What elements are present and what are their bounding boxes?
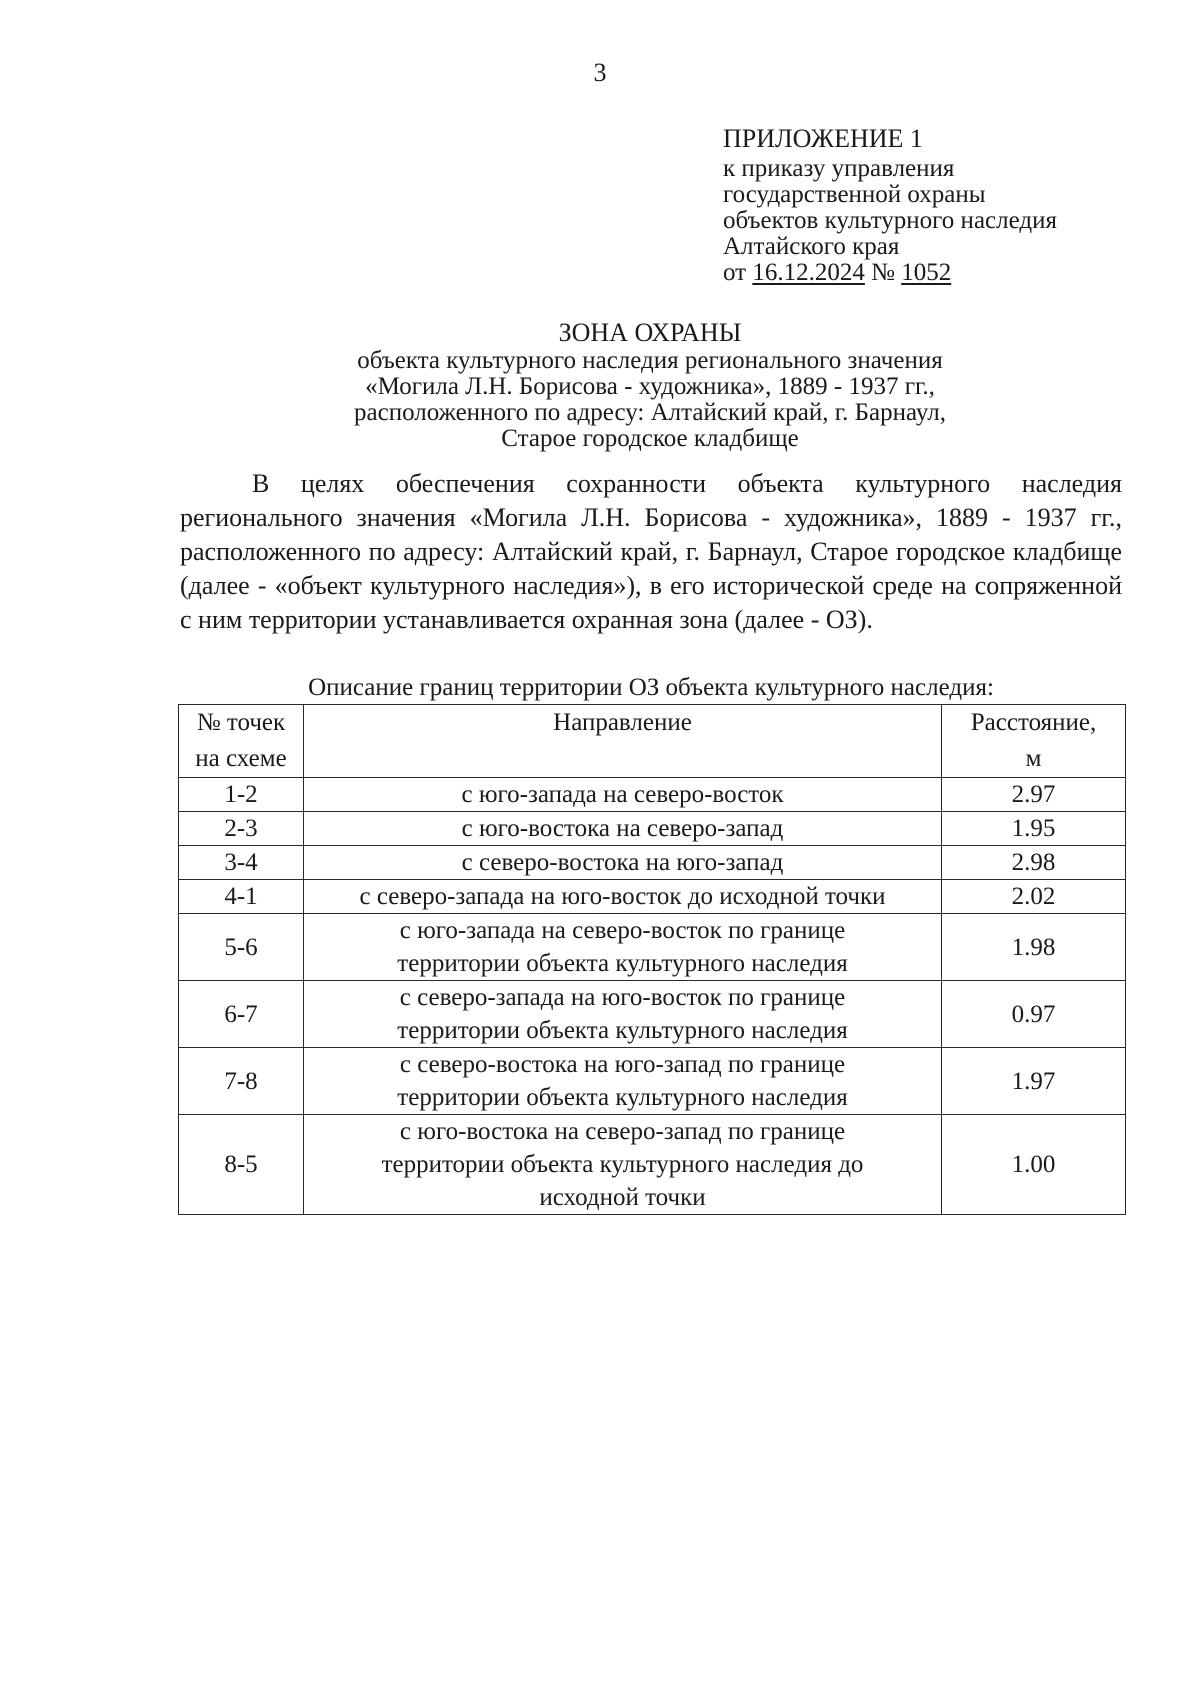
- header-direction: [304, 705, 942, 778]
- cell-direction: [304, 812, 942, 846]
- appendix-line: государственной охраны: [723, 181, 986, 208]
- header-points-line: № точек: [196, 709, 286, 736]
- heading-line: объекта культурного наследия регионального значения: [357, 347, 943, 374]
- direction-line: исходной точки: [539, 1184, 706, 1211]
- cell-points: 1-2: [179, 778, 304, 812]
- appendix-line: объектов культурного наследия: [723, 207, 1057, 234]
- direction-line: территории объекта культурного наследия: [397, 950, 848, 977]
- order-date-prefix: от: [723, 259, 747, 286]
- heading-line: «Могила Л.Н. Борисова - художника», 1889 - 1937 гг.,: [365, 373, 935, 400]
- heading-title: ЗОНА ОХРАНЫ: [558, 318, 742, 347]
- cell-direction: [304, 914, 942, 981]
- body-paragraph: В целях обеспечения сохранности объекта культурного наследия регионального значения «Могила Л.Н. Борисова - художника», 1889 - 1937 гг., расположенного по адресу: Алтайский край, г. Барнаул, Старое городское кладбище (далее - «объект культурного наследия»), в его исторической среде на сопряженной с ним территории устанавливается охранная зона (далее - ОЗ).: [180, 469, 1122, 634]
- table-row: [179, 1048, 1126, 1115]
- direction-line: с северо-востока на юго-запад по границе: [399, 1051, 846, 1078]
- table-caption: Описание границ территории ОЗ объекта культурного наследия:: [308, 674, 994, 701]
- table-row: [179, 846, 1126, 880]
- cell-distance: 0.97: [942, 981, 1126, 1048]
- appendix-line: Алтайского края: [723, 233, 900, 260]
- cell-points: 6-7: [179, 981, 304, 1048]
- table-row: [179, 778, 1126, 812]
- order-number-prefix: №: [871, 259, 895, 286]
- header-points-line: на схеме: [195, 745, 287, 772]
- table-row: [179, 914, 1126, 981]
- cell-direction: [304, 880, 942, 914]
- table-header-row: [179, 705, 1126, 778]
- direction-line: территории объекта культурного наследия: [397, 1017, 848, 1044]
- direction-line: с северо-запада на юго-восток до исходной точки: [359, 883, 886, 910]
- cell-distance: 2.98: [942, 846, 1126, 880]
- cell-points: 5-6: [179, 914, 304, 981]
- cell-distance: 2.02: [942, 880, 1126, 914]
- cell-direction: [304, 778, 942, 812]
- cell-direction: [304, 981, 942, 1048]
- order-date: 16.12.2024: [752, 259, 865, 286]
- cell-distance: 1.95: [942, 812, 1126, 846]
- heading-line: Старое городское кладбище: [501, 425, 799, 452]
- direction-line: с северо-запада на юго-восток по границе: [399, 984, 846, 1011]
- heading-line: расположенного по адресу: Алтайский край, г. Барнаул,: [354, 399, 946, 426]
- cell-points: 7-8: [179, 1048, 304, 1115]
- cell-direction: [304, 1048, 942, 1115]
- cell-distance: 1.97: [942, 1048, 1126, 1115]
- header-direction-label: Направление: [553, 709, 692, 736]
- cell-distance: 1.00: [942, 1115, 1126, 1215]
- direction-line: с юго-запада на северо-восток по границе: [399, 917, 846, 944]
- cell-points: 8-5: [179, 1115, 304, 1215]
- direction-line: с юго-востока на северо-запад по границе: [399, 1118, 846, 1145]
- direction-line: территории объекта культурного наследия: [397, 1084, 848, 1111]
- direction-line: с юго-запада на северо-восток: [461, 781, 784, 808]
- table-row: [179, 1115, 1126, 1215]
- header-distance: [942, 705, 1126, 778]
- table-row: [179, 981, 1126, 1048]
- cell-points: 4-1: [179, 880, 304, 914]
- appendix-line: к приказу управления: [723, 155, 955, 182]
- header-distance-line: Расстояние,: [970, 709, 1097, 736]
- boundary-table: [178, 704, 1126, 1215]
- appendix-order-line: [723, 260, 1143, 286]
- cell-points: 2-3: [179, 812, 304, 846]
- cell-distance: 1.98: [942, 914, 1126, 981]
- direction-line: с юго-востока на северо-запад: [461, 815, 784, 842]
- page-number: 3: [593, 58, 607, 87]
- header-distance-line: м: [1025, 745, 1042, 772]
- table-row: [179, 812, 1126, 846]
- direction-line: территории объекта культурного наследия до: [381, 1151, 864, 1178]
- header-points: [179, 705, 304, 778]
- cell-distance: 2.97: [942, 778, 1126, 812]
- appendix-title: ПРИЛОЖЕНИЕ 1: [723, 124, 923, 153]
- cell-direction: [304, 846, 942, 880]
- appendix-block: [723, 124, 1143, 286]
- table-row: [179, 880, 1126, 914]
- direction-line: с северо-востока на юго-запад: [461, 849, 784, 876]
- order-number: 1052: [901, 259, 952, 286]
- cell-direction: [304, 1115, 942, 1215]
- cell-points: 3-4: [179, 846, 304, 880]
- document-heading: [200, 318, 1100, 452]
